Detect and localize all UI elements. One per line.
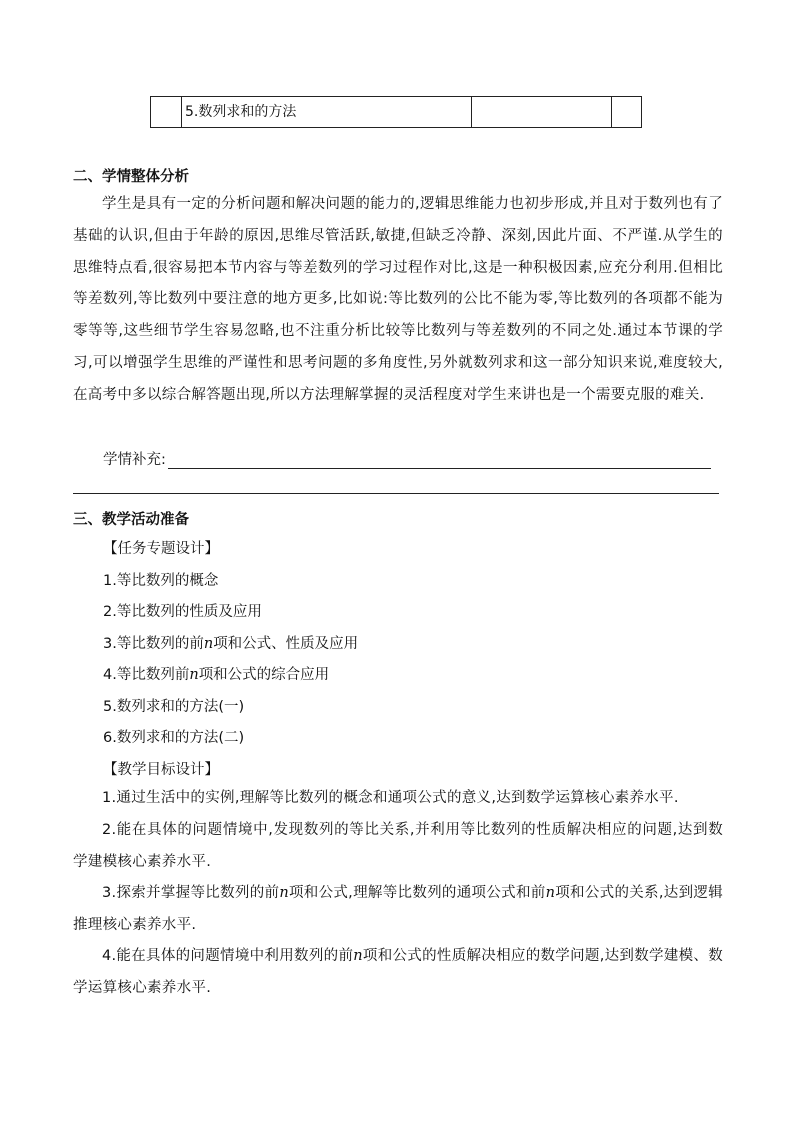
- list-item: 4.等比数列前n项和公式的综合应用: [103, 667, 330, 683]
- table-fragment: [150, 96, 642, 128]
- goal-item: 3.探索并掌握等比数列的前n项和公式,理解等比数列的通项公式和前n项和公式的关系,达到逻辑推理核心素养水平.: [73, 885, 723, 933]
- supplement-label: 学情补充:: [103, 452, 166, 468]
- list-item: 6.数列求和的方法(二): [103, 730, 245, 746]
- table-cell: [612, 97, 641, 127]
- supplement-row: [103, 448, 711, 469]
- supplement-blank-line-2: [73, 493, 719, 494]
- section-heading: 三、教学活动准备: [73, 512, 189, 528]
- table-cell: 5.数列求和的方法: [182, 97, 472, 127]
- goal-title: 【教学目标设计】: [103, 762, 219, 778]
- section-heading: 二、学情整体分析: [73, 169, 189, 185]
- goal-item: 2.能在具体的问题情境中,发现数列的等比关系,并利用等比数列的性质解决相应的问题,达到数学建模核心素养水平.: [73, 822, 723, 870]
- supplement-blank-line: [168, 452, 711, 469]
- goal-item: 1.通过生活中的实例,理解等比数列的概念和通项公式的意义,达到数学运算核心素养水平.: [102, 790, 679, 806]
- goal-item: 4.能在具体的问题情境中利用数列的前n项和公式的性质解决相应的数学问题,达到数学建模、数学运算核心素养水平.: [73, 948, 724, 996]
- list-item: 5.数列求和的方法(一): [103, 699, 245, 715]
- task-title: 【任务专题设计】: [103, 541, 219, 557]
- table-cell: [151, 97, 182, 127]
- analysis-paragraph: 学生是具有一定的分析问题和解决问题的能力的,逻辑思维能力也初步形成,并且对于数列也有了基础的认识,但由于年龄的原因,思维尽管活跃,敏捷,但缺乏冷静、深刻,因此片面、不严谨.从学生的思维特点看,很容易把本节内容与等差数列的学习过程作对比,这是一种积极因素,应充分利用.但相比等差数列,等比数列中要注意的地方更多,比如说:等比数列的公比不能为零,等比数列的各项都不能为零等等,这些细节学生容易忽略,也不注重分析比较等比数列与等差数列的不同之处.通过本节课的学习,可以增强学生思维的严谨性和思考问题的多角度性,另外就数列求和这一部分知识来说,难度较大,在高考中多以综合解答题出现,所以方法理解掌握的灵活程度对学生来讲也是一个需要克服的难关.: [73, 196, 723, 403]
- table-cell: [472, 97, 612, 127]
- list-item: 3.等比数列的前n项和公式、性质及应用: [103, 636, 359, 652]
- list-item: 1.等比数列的概念: [103, 573, 219, 589]
- list-item: 2.等比数列的性质及应用: [103, 604, 262, 620]
